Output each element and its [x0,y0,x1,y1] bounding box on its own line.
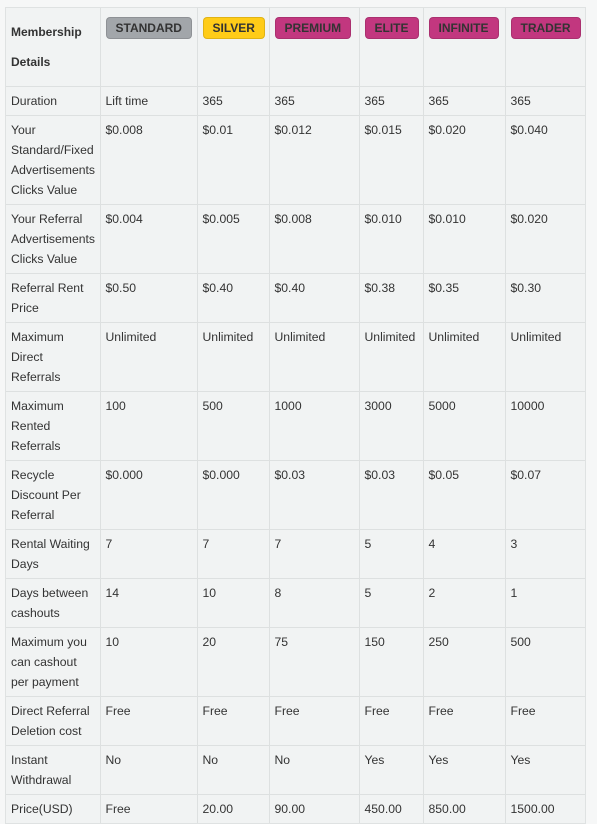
table-cell: 20 [197,628,269,697]
row-label: Maximum Direct Referrals [6,323,100,392]
table-cell: 90.00 [269,795,359,824]
table-cell: $0.03 [359,461,423,530]
table-cell: $0.010 [423,205,505,274]
table-cell: $0.020 [423,116,505,205]
plan-column-elite [359,8,423,87]
table-cell: No [100,746,197,795]
row-label: Your Standard/Fixed Advertisements Clicks Value [6,116,100,205]
table-cell: Free [359,697,423,746]
table-cell: Free [269,697,359,746]
row-label: Duration [6,87,100,116]
table-cell: 1000 [269,392,359,461]
membership-comparison-table [6,8,585,823]
table-row [6,795,585,824]
table-cell: 3000 [359,392,423,461]
row-label: Instant Withdrawal [6,746,100,795]
table-cell: 4 [423,530,505,579]
table-cell: No [269,746,359,795]
table-cell: $0.38 [359,274,423,323]
table-cell: $0.01 [197,116,269,205]
plan-badge-silver: SILVER [203,17,265,39]
table-cell: 365 [269,87,359,116]
table-cell: Unlimited [359,323,423,392]
table-header [6,8,585,87]
table-cell: Unlimited [423,323,505,392]
table-cell: 450.00 [359,795,423,824]
row-label: Direct Referral Deletion cost [6,697,100,746]
table-cell: 5 [359,579,423,628]
table-cell: 75 [269,628,359,697]
table-cell: Yes [359,746,423,795]
table-cell: Free [100,697,197,746]
table-cell: 7 [197,530,269,579]
table-row [6,392,585,461]
membership-comparison-panel [5,7,586,824]
table-cell: $0.004 [100,205,197,274]
table-cell: $0.010 [359,205,423,274]
table-cell: 10 [197,579,269,628]
table-cell: $0.40 [269,274,359,323]
table-cell: $0.040 [505,116,585,205]
table-cell: $0.000 [197,461,269,530]
plan-badge-elite: ELITE [365,17,419,39]
table-cell: 850.00 [423,795,505,824]
table-cell: Free [423,697,505,746]
plan-badge-trader: TRADER [511,17,581,39]
table-cell: 365 [359,87,423,116]
membership-details-heading: Membership Details [6,8,100,87]
plan-column-infinite [423,8,505,87]
table-cell: 150 [359,628,423,697]
plan-badge-infinite: INFINITE [429,17,499,39]
table-cell: $0.008 [100,116,197,205]
table-cell: 5 [359,530,423,579]
table-cell: 500 [505,628,585,697]
table-row [6,579,585,628]
table-cell: 10 [100,628,197,697]
table-cell: Free [505,697,585,746]
table-cell: Yes [423,746,505,795]
table-row [6,87,585,116]
table-row [6,461,585,530]
row-label: Your Referral Advertisements Clicks Value [6,205,100,274]
table-cell: $0.03 [269,461,359,530]
table-row [6,274,585,323]
row-label: Maximum you can cashout per payment [6,628,100,697]
table-row [6,746,585,795]
table-cell: 10000 [505,392,585,461]
table-cell: 250 [423,628,505,697]
table-cell: 2 [423,579,505,628]
plan-badge-standard: STANDARD [106,17,192,39]
table-cell: Unlimited [197,323,269,392]
table-cell: 7 [269,530,359,579]
table-cell: 1500.00 [510,802,555,816]
table-cell: 365 [505,87,585,116]
table-cell: 100 [100,392,197,461]
table-cell: $0.008 [269,205,359,274]
table-cell: 3 [505,530,585,579]
table-cell: Lift time [100,87,197,116]
table-cell: Unlimited [100,323,197,392]
table-row [6,628,585,697]
table-row [6,323,585,392]
plan-column-trader [505,8,585,87]
table-cell: Unlimited [269,323,359,392]
row-label: Recycle Discount Per Referral [6,461,100,530]
table-cell: $0.40 [197,274,269,323]
plan-column-premium [269,8,359,87]
plan-column-silver [197,8,269,87]
table-cell: $0.000 [100,461,197,530]
row-label: Days between cashouts [6,579,100,628]
table-cell: Free [100,795,197,824]
table-cell: $0.020 [505,205,585,274]
plan-column-standard [100,8,197,87]
table-cell: Free [197,697,269,746]
table-body [6,87,585,824]
table-cell: 7 [100,530,197,579]
header-row [6,8,585,87]
table-cell: $0.30 [505,274,585,323]
table-row [6,116,585,205]
row-label: Maximum Rented Referrals [6,392,100,461]
table-cell: 365 [197,87,269,116]
table-cell: 20.00 [197,795,269,824]
table-cell: 500 [197,392,269,461]
row-label: Price(USD) [6,795,100,824]
plan-badge-premium: PREMIUM [275,17,352,39]
table-row [6,530,585,579]
table-row [6,205,585,274]
table-cell: $0.35 [423,274,505,323]
row-label: Referral Rent Price [6,274,100,323]
table-cell: 5000 [423,392,505,461]
table-cell: $0.015 [359,116,423,205]
table-cell: 14 [100,579,197,628]
table-row [6,697,585,746]
row-label: Rental Waiting Days [6,530,100,579]
table-cell: Unlimited [505,323,585,392]
table-cell: No [197,746,269,795]
table-cell: $0.05 [423,461,505,530]
table-cell: $0.50 [100,274,197,323]
table-cell: $0.012 [269,116,359,205]
table-cell: $0.07 [505,461,585,530]
table-cell: Yes [505,746,585,795]
table-cell: 365 [423,87,505,116]
table-cell: $0.005 [197,205,269,274]
table-cell: 8 [269,579,359,628]
table-cell: 1 [505,579,585,628]
